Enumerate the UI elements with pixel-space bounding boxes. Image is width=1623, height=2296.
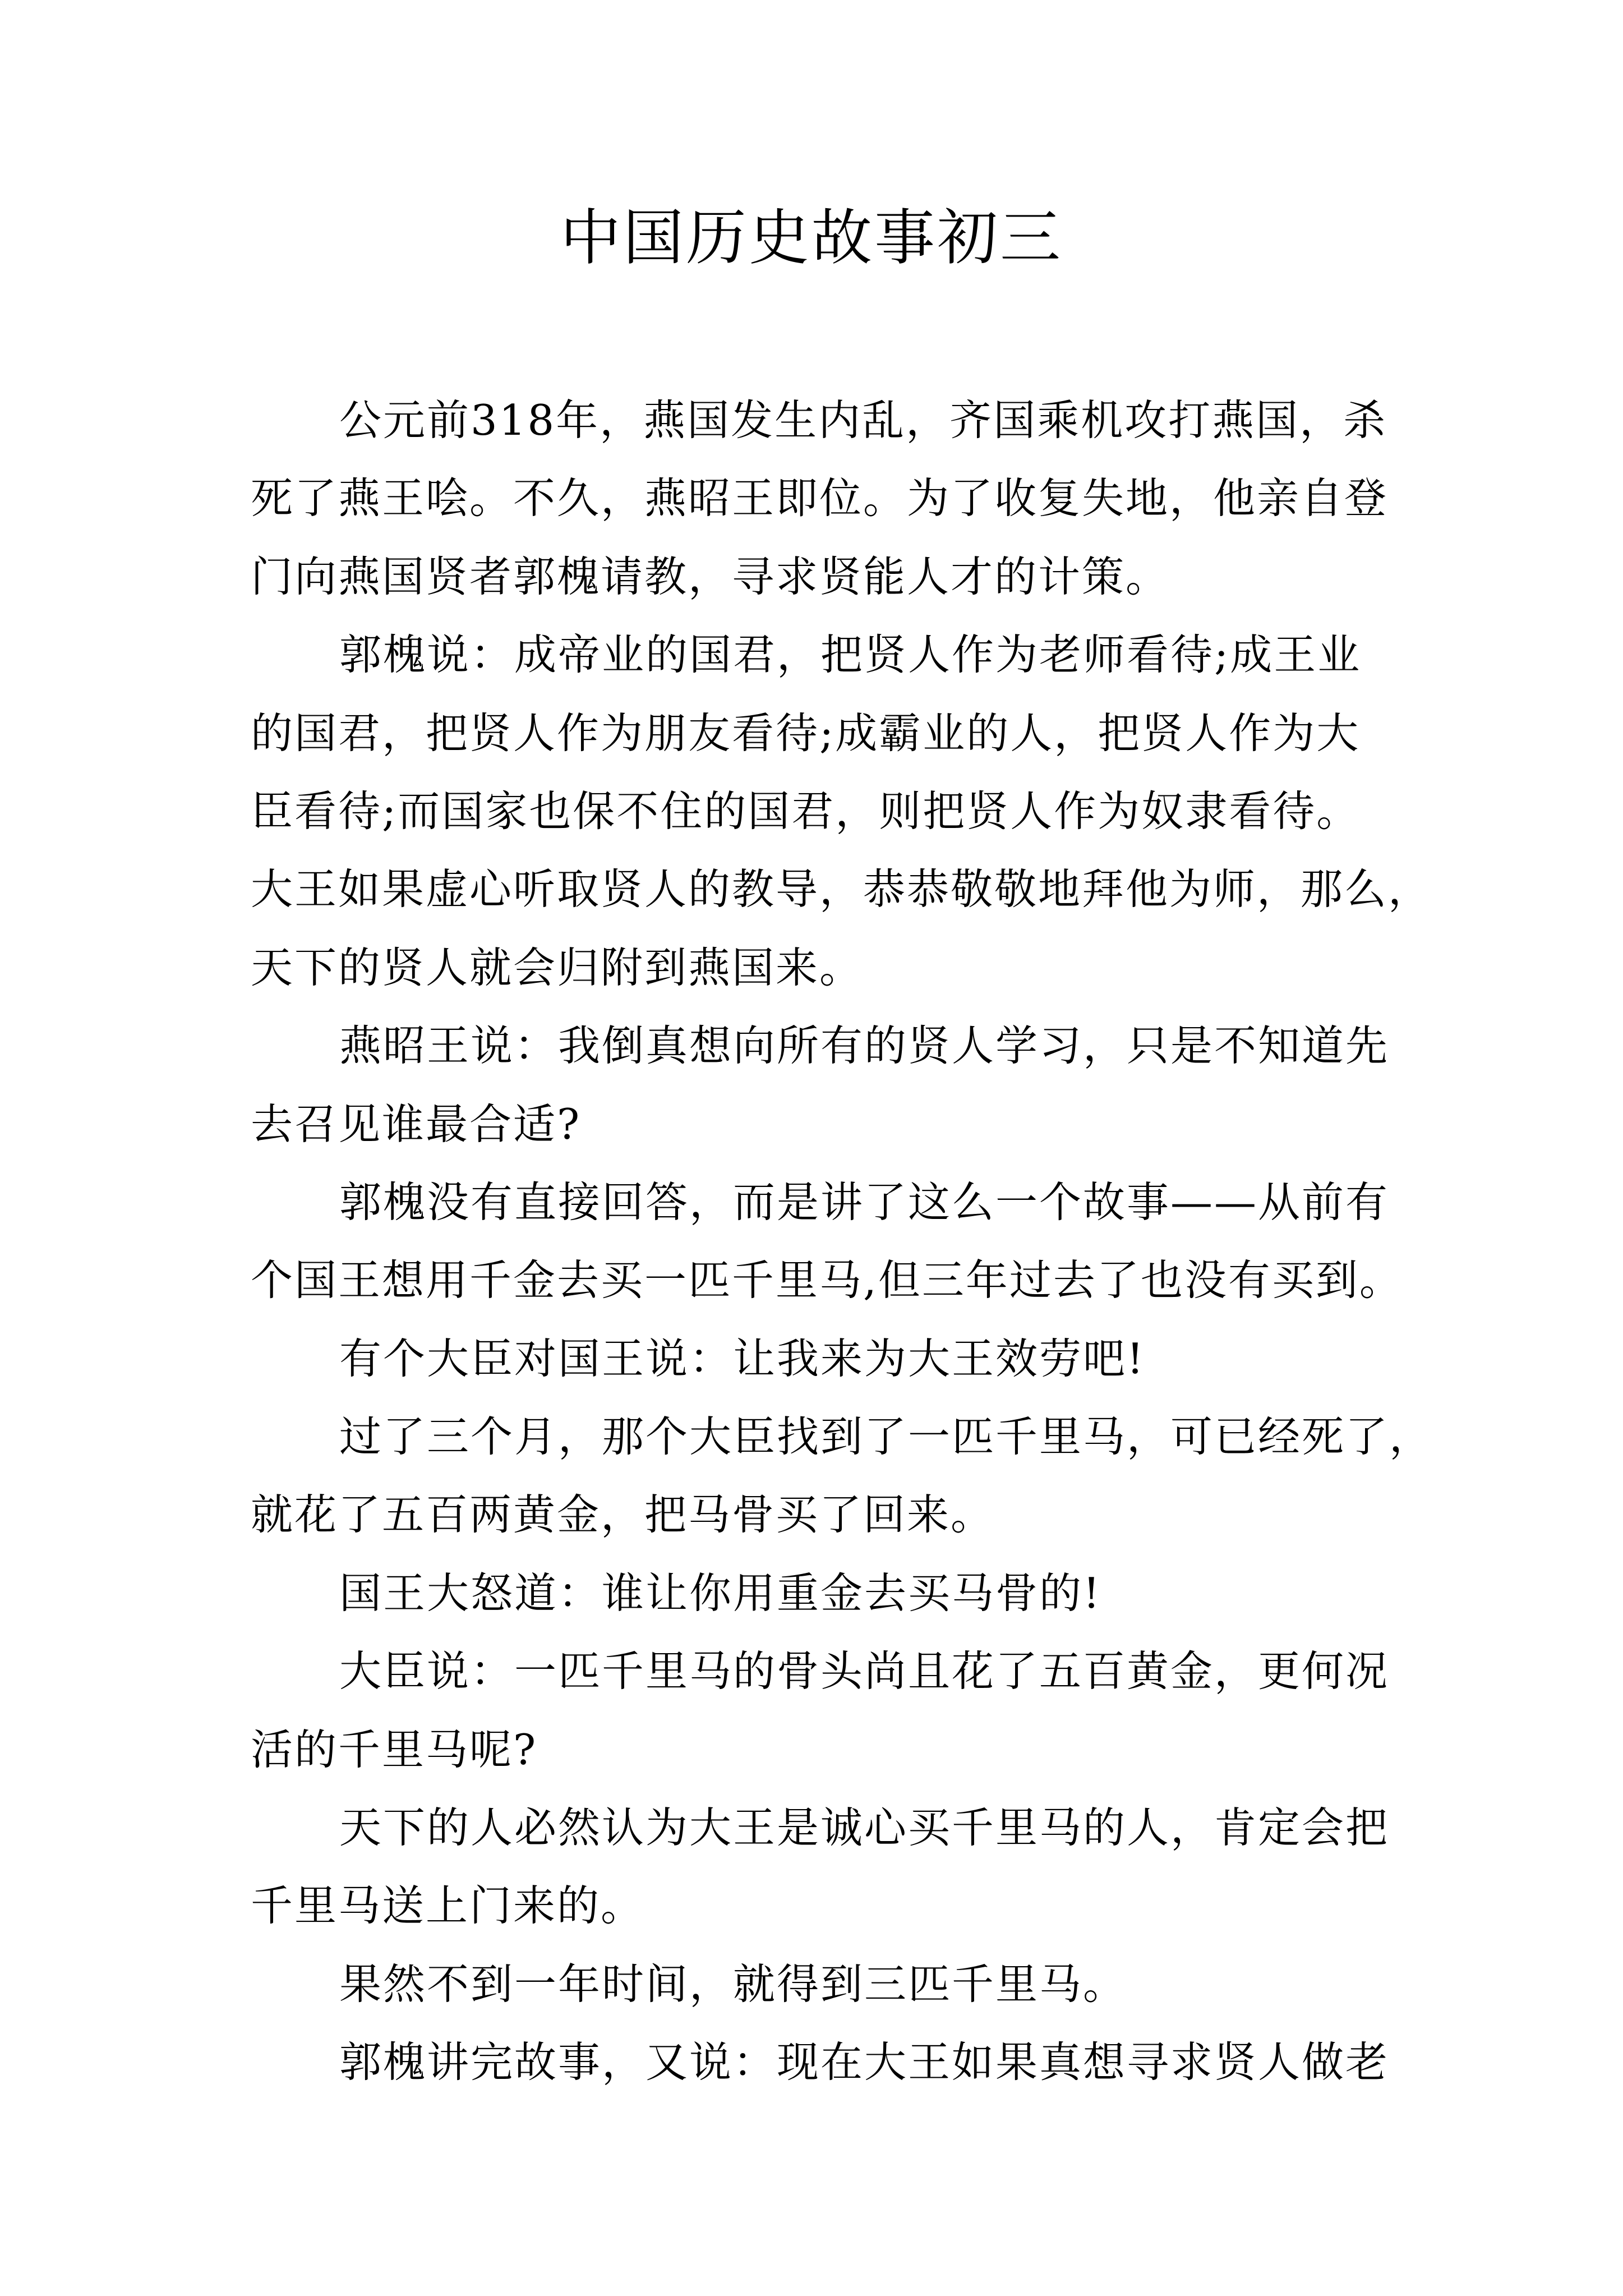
text-line: 郭槐说：成帝业的国君，把贤人作为老师看待;成王业 bbox=[339, 630, 1362, 680]
text-line: 的国君，把贤人作为朋友看待;成霸业的人，把贤人作为大 bbox=[251, 708, 1361, 758]
text-line: 过了三个月，那个大臣找到了一匹千里马，可已经死了， bbox=[339, 1412, 1433, 1462]
text-line: 郭槐讲完故事，又说：现在大王如果真想寻求贤人做老 bbox=[339, 2037, 1390, 2087]
text-line: 果然不到一年时间，就得到三匹千里马。 bbox=[339, 1959, 1127, 2009]
text-line: 大王如果虚心听取贤人的教导，恭恭敬敬地拜他为师，那么， bbox=[251, 864, 1432, 914]
text-line: 臣看待;而国家也保不住的国君，则把贤人作为奴隶看待。 bbox=[251, 786, 1361, 836]
text-line: 去召见谁最合适? bbox=[251, 1099, 582, 1149]
text-line: 活的千里马呢? bbox=[251, 1724, 538, 1774]
text-line: 天下的人必然认为大王是诚心买千里马的人，肯定会把 bbox=[339, 1803, 1390, 1853]
document-title: 中国历史故事初三 bbox=[560, 203, 1063, 273]
text-line: 燕昭王说：我倒真想向所有的贤人学习，只是不知道先 bbox=[339, 1021, 1390, 1071]
text-line: 就花了五百两黄金，把马骨买了回来。 bbox=[251, 1490, 995, 1540]
text-line: 千里马送上门来的。 bbox=[251, 1881, 645, 1931]
text-line: 公元前318年，燕国发生内乱，齐国乘机攻打燕国，杀 bbox=[339, 395, 1387, 445]
text-line: 天下的贤人就会归附到燕国来。 bbox=[251, 942, 864, 992]
text-line: 郭槐没有直接回答，而是讲了这么一个故事——从前有 bbox=[339, 1177, 1390, 1227]
text-line: 有个大臣对国王说：让我来为大王效劳吧! bbox=[339, 1333, 1146, 1383]
text-line: 死了燕王哙。不久，燕昭王即位。为了收复失地，他亲自登 bbox=[251, 473, 1389, 523]
text-line: 大臣说：一匹千里马的骨头尚且花了五百黄金，更何况 bbox=[339, 1646, 1390, 1696]
document-body bbox=[251, 381, 1433, 2102]
text-line: 个国王想用千金去买一匹千里马,但三年过去了也没有买到。 bbox=[251, 1255, 1403, 1305]
text-line: 国王大怒道：谁让你用重金去买马骨的! bbox=[339, 1568, 1102, 1618]
text-line: 门向燕国贤者郭槐请教，寻求贤能人才的计策。 bbox=[251, 551, 1170, 601]
